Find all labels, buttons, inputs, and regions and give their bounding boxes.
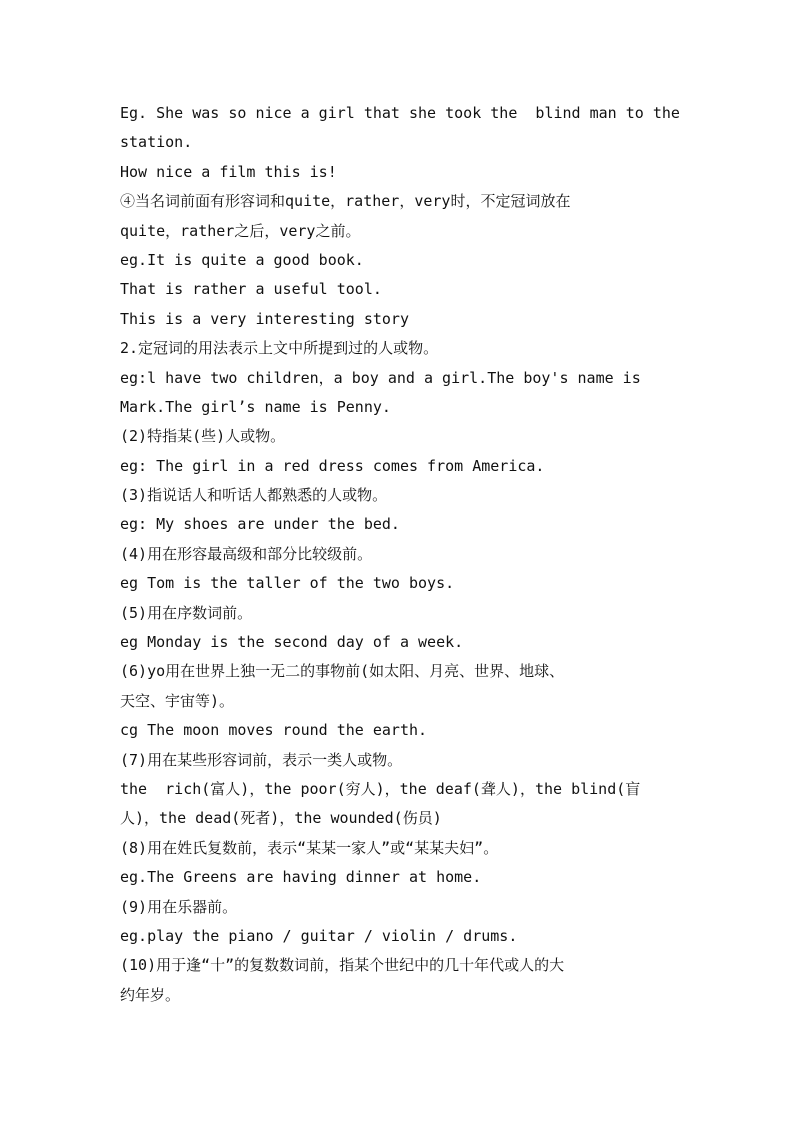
text-line: Eg. She was so nice a girl that she took the blind man to the <box>120 104 680 122</box>
rule-item: (7)用在某些形容词前，表示一类人或物。 <box>120 750 403 769</box>
text-line: Mark.The girl’s name is Penny. <box>120 397 391 416</box>
example-line: eg Tom is the taller of the two boys. <box>120 574 455 593</box>
rule-item: (9)用在乐器前。 <box>120 897 238 916</box>
text-line: How nice a film this is! <box>120 162 337 181</box>
example-line: eg: My shoes are under the bed. <box>120 515 400 534</box>
rule-item: (10)用于逢“十”的复数数词前，指某个世纪中的几十年代或人的大 <box>120 956 565 975</box>
text-line: quite，rather之后，very之前。 <box>120 221 361 240</box>
rule-item: (8)用在姓氏复数前，表示“某某一家人”或“某某夫妇”。 <box>120 838 499 857</box>
text-line: 人)，the dead(死者)，the wounded(伤员) <box>120 809 442 828</box>
text-line: the rich(富人)，the poor(穷人)，the deaf(聋人)，the blind(盲 <box>120 779 641 798</box>
text-line: This is a very interesting story <box>120 309 409 328</box>
example-line: eg.play the piano / guitar / violin / drums. <box>120 926 518 945</box>
rule-item: (5)用在序数词前。 <box>120 603 253 622</box>
text-line: That is rather a useful tool. <box>120 280 382 299</box>
text-line: eg.It is quite a good book. <box>120 250 364 269</box>
text-line: 约年岁。 <box>120 985 181 1004</box>
example-line: eg: The girl in a red dress comes from America. <box>120 456 545 475</box>
text-line: eg:l have two children，a boy and a girl.The boy's name is <box>120 368 641 387</box>
example-line: eg.The Greens are having dinner at home. <box>120 868 482 887</box>
text-line: station. <box>120 133 193 152</box>
text-line: ④当名词前面有形容词和quite，rather，very时，不定冠词放在 <box>120 192 571 211</box>
example-line: cg The moon moves round the earth. <box>120 721 428 740</box>
text-line: 天空、宇宙等)。 <box>120 691 235 710</box>
rule-item: (4)用在形容最高级和部分比较级前。 <box>120 544 373 563</box>
section-heading: 2.定冠词的用法表示上文中所提到过的人或物。 <box>120 339 439 358</box>
rule-item: (3)指说话人和听话人都熟悉的人或物。 <box>120 486 388 505</box>
example-line: eg Monday is the second day of a week. <box>120 633 464 652</box>
rule-item: (2)特指某(些)人或物。 <box>120 427 286 446</box>
document-body <box>120 99 680 1010</box>
rule-item: (6)yo用在世界上独一无二的事物前(如太阳、月亮、世界、地球、 <box>120 662 565 681</box>
